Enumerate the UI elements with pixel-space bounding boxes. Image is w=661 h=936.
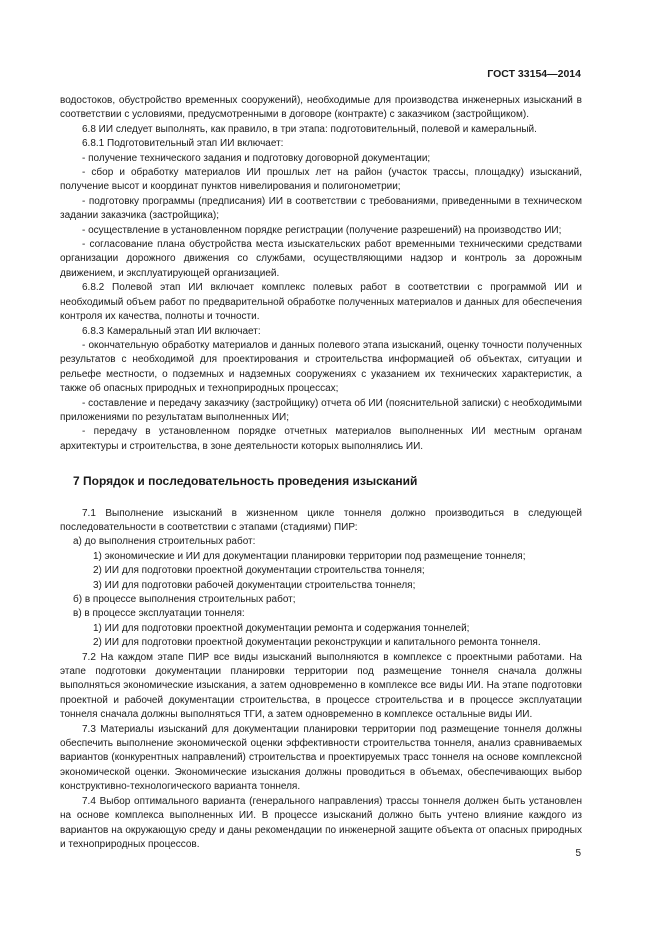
list-item: а) до выполнения строительных работ:: [73, 536, 256, 548]
section-title: 7 Порядок и последовательность проведения изысканий: [73, 474, 418, 489]
list-item: - подготовку программы (предписания) ИИ в соответствии с требованиями, приведенными в техническом задании заказчика (застройщика);: [60, 195, 582, 222]
paragraph: 7.4 Выбор оптимального варианта (генерального направления) трассы тоннеля должен быть установлен на основе комплекса выполненных ИИ. В процессе изысканий должно быть учтено влияние каждого из вариантов на окружающую среду и даны рекомендации по инженерной защите объекта от опасных природных и техноприродных процессов.: [60, 795, 582, 850]
list-item: - осуществление в установленном порядке регистрации (получение разрешений) на производство ИИ;: [82, 224, 562, 236]
list-item: 2) ИИ для подготовки проектной документации строительства тоннеля;: [93, 565, 425, 577]
page-body: [60, 94, 582, 852]
page-header: ГОСТ 33154—2014: [487, 68, 581, 80]
paragraph: 7.1 Выполнение изысканий в жизненном цикле тоннеля должно производиться в следующей последовательности в соответствии с этапами (стадиями) ПИР:: [60, 507, 582, 533]
paragraph: 6.8.2 Полевой этап ИИ включает комплекс полевых работ в соответствии с программой ИИ и необходимый объем работ по предварительной обработке полученных материалов и данных для обеспечения контроля их качества, полноты и точности.: [60, 282, 582, 323]
paragraph: 6.8.3 Камеральный этап ИИ включает:: [82, 325, 261, 337]
list-item: 2) ИИ для подготовки проектной документации реконструкции и капитального ремонта тоннеля.: [93, 637, 541, 649]
list-item: - составление и передачу заказчику (застройщику) отчета об ИИ (пояснительной записки) с необходимыми приложениями по результатам выполненных ИИ;: [60, 397, 582, 423]
page-number: 5: [575, 848, 581, 859]
list-item: - окончательную обработку материалов и данных полевого этапа изысканий, оценку точности полученных результатов с необходимой для проектирования и строительства информацией об объектах, ситуации и рельефе местности, о подземных и надземных сооружениях с указанием их технических характеристик, а также об опасных природных и техноприродных процессах;: [60, 339, 582, 395]
paragraph: 6.8.1 Подготовительный этап ИИ включает:: [82, 138, 284, 150]
list-item: 1) экономические и ИИ для документации планировки территории под размещение тоннеля;: [93, 550, 526, 562]
list-item: 3) ИИ для подготовки рабочей документации строительства тоннеля;: [93, 579, 416, 591]
paragraph: 7.2 На каждом этапе ПИР все виды изысканий выполняются в комплексе с проектными работами. На этапе подготовки документации планировки территории под размещение тоннеля сначала должны выполняться экономические изыскания, а затем одновременно в комплексе все виды ИИ. На этапе подготовки проектной и рабочей документации строительства, в процессе строительства и в процессе эксплуатации тоннеля сначала должны выполняться ТГИ, а затем одновременно в комплексе остальные виды ИИ.: [60, 651, 582, 721]
paragraph: водостоков, обустройство временных сооружений), необходимые для производства инженерных изысканий в соответствии с условиями, предусмотренными в договоре (контракте) с заказчиком (застройщиком).: [60, 95, 582, 121]
paragraph: 7.3 Материалы изысканий для документации планировки территории под размещение тоннеля должны обеспечить выполнение экономической оценки эффективности строительства тоннеля, анализ сравниваемых вариантов (конкурентных направлений) строительства и проектируемых трасс тоннеля на основе комплексной экономической оценки. Экономические изыскания должны проводиться в объемах, обеспечивающих выбор конструктивно-технологического варианта тоннеля.: [60, 723, 582, 793]
paragraph: 6.8 ИИ следует выполнять, как правило, в три этапа: подготовительный, полевой и камеральный.: [82, 123, 537, 135]
list-item: - сбор и обработку материалов ИИ прошлых лет на район (участок трассы, площадку) изысканий, получение высот и координат пунктов нивелирования и полигонометрии;: [60, 167, 582, 193]
list-item: в) в процессе эксплуатации тоннеля:: [73, 608, 245, 620]
list-item: 1) ИИ для подготовки проектной документации ремонта и содержания тоннелей;: [93, 622, 470, 634]
list-item: - передачу в установленном порядке отчетных материалов выполненных ИИ местным органам архитектуры и строительства, в зоне деятельности которых выполнялись ИИ.: [60, 426, 582, 452]
list-item: - получение технического задания и подготовку договорной документации;: [82, 152, 431, 164]
list-item: б) в процессе выполнения строительных работ;: [73, 594, 296, 605]
list-item: - согласование плана обустройства места изыскательских работ временными техническими средствами организации дорожного движения со службами, осуществляющими надзор и контроль за дорожным движением, и эксплуатирующей организацией.: [60, 239, 582, 279]
